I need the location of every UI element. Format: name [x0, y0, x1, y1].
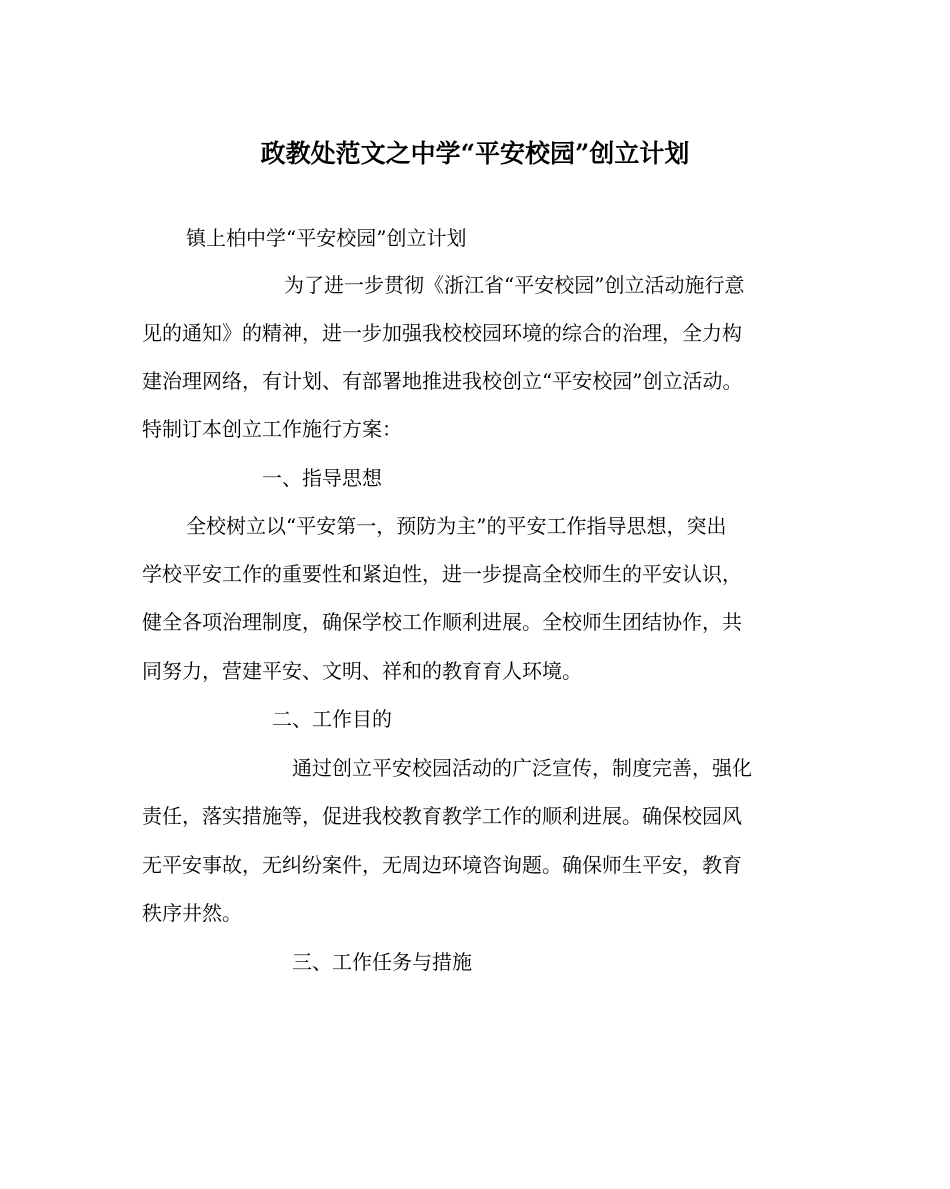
- section1-line-4: 同努力，营建平安、文明、祥和的教育育人环境。: [142, 659, 582, 683]
- document-subtitle: 镇上柏中学“平安校园”创立计划: [186, 226, 467, 250]
- intro-line-2: 见的通知》的精神，进一步加强我校校园环境的综合的治理，全力构: [142, 321, 742, 345]
- section2-line-3: 无平安事故，无纠纷案件，无周边环境咨询题。确保师生平安，教育: [142, 853, 742, 877]
- section1-line-1: 全校树立以“平安第一，预防为主”的平安工作指导思想，突出: [186, 514, 727, 538]
- section2-line-1: 通过创立平安校园活动的广泛宣传，制度完善，强化: [292, 756, 752, 780]
- section2-line-2: 责任，落实措施等，促进我校教育教学工作的顺利进展。确保校园风: [142, 804, 742, 828]
- section-heading-tasks-measures: 三、工作任务与措施: [292, 950, 472, 974]
- section1-line-3: 健全各项治理制度，确保学校工作顺利进展。全校师生团结协作，共: [142, 610, 742, 634]
- section1-line-2: 学校平安工作的重要性和紧迫性，进一步提高全校师生的平安认识，: [142, 562, 742, 586]
- intro-line-3: 建治理网络，有计划、有部署地推进我校创立“平安校园”创立活动。: [142, 369, 743, 393]
- section-heading-work-goal: 二、工作目的: [272, 707, 392, 731]
- intro-line-1: 为了进一步贯彻《浙江省“平安校园”创立活动施行意: [284, 273, 745, 297]
- section-heading-guiding-thought: 一、指导思想: [262, 466, 382, 490]
- document-title: 政教处范文之中学“平安校园”创立计划: [260, 139, 690, 168]
- intro-line-4: 特制订本创立工作施行方案：: [142, 417, 402, 441]
- section2-line-4: 秩序井然。: [142, 901, 242, 925]
